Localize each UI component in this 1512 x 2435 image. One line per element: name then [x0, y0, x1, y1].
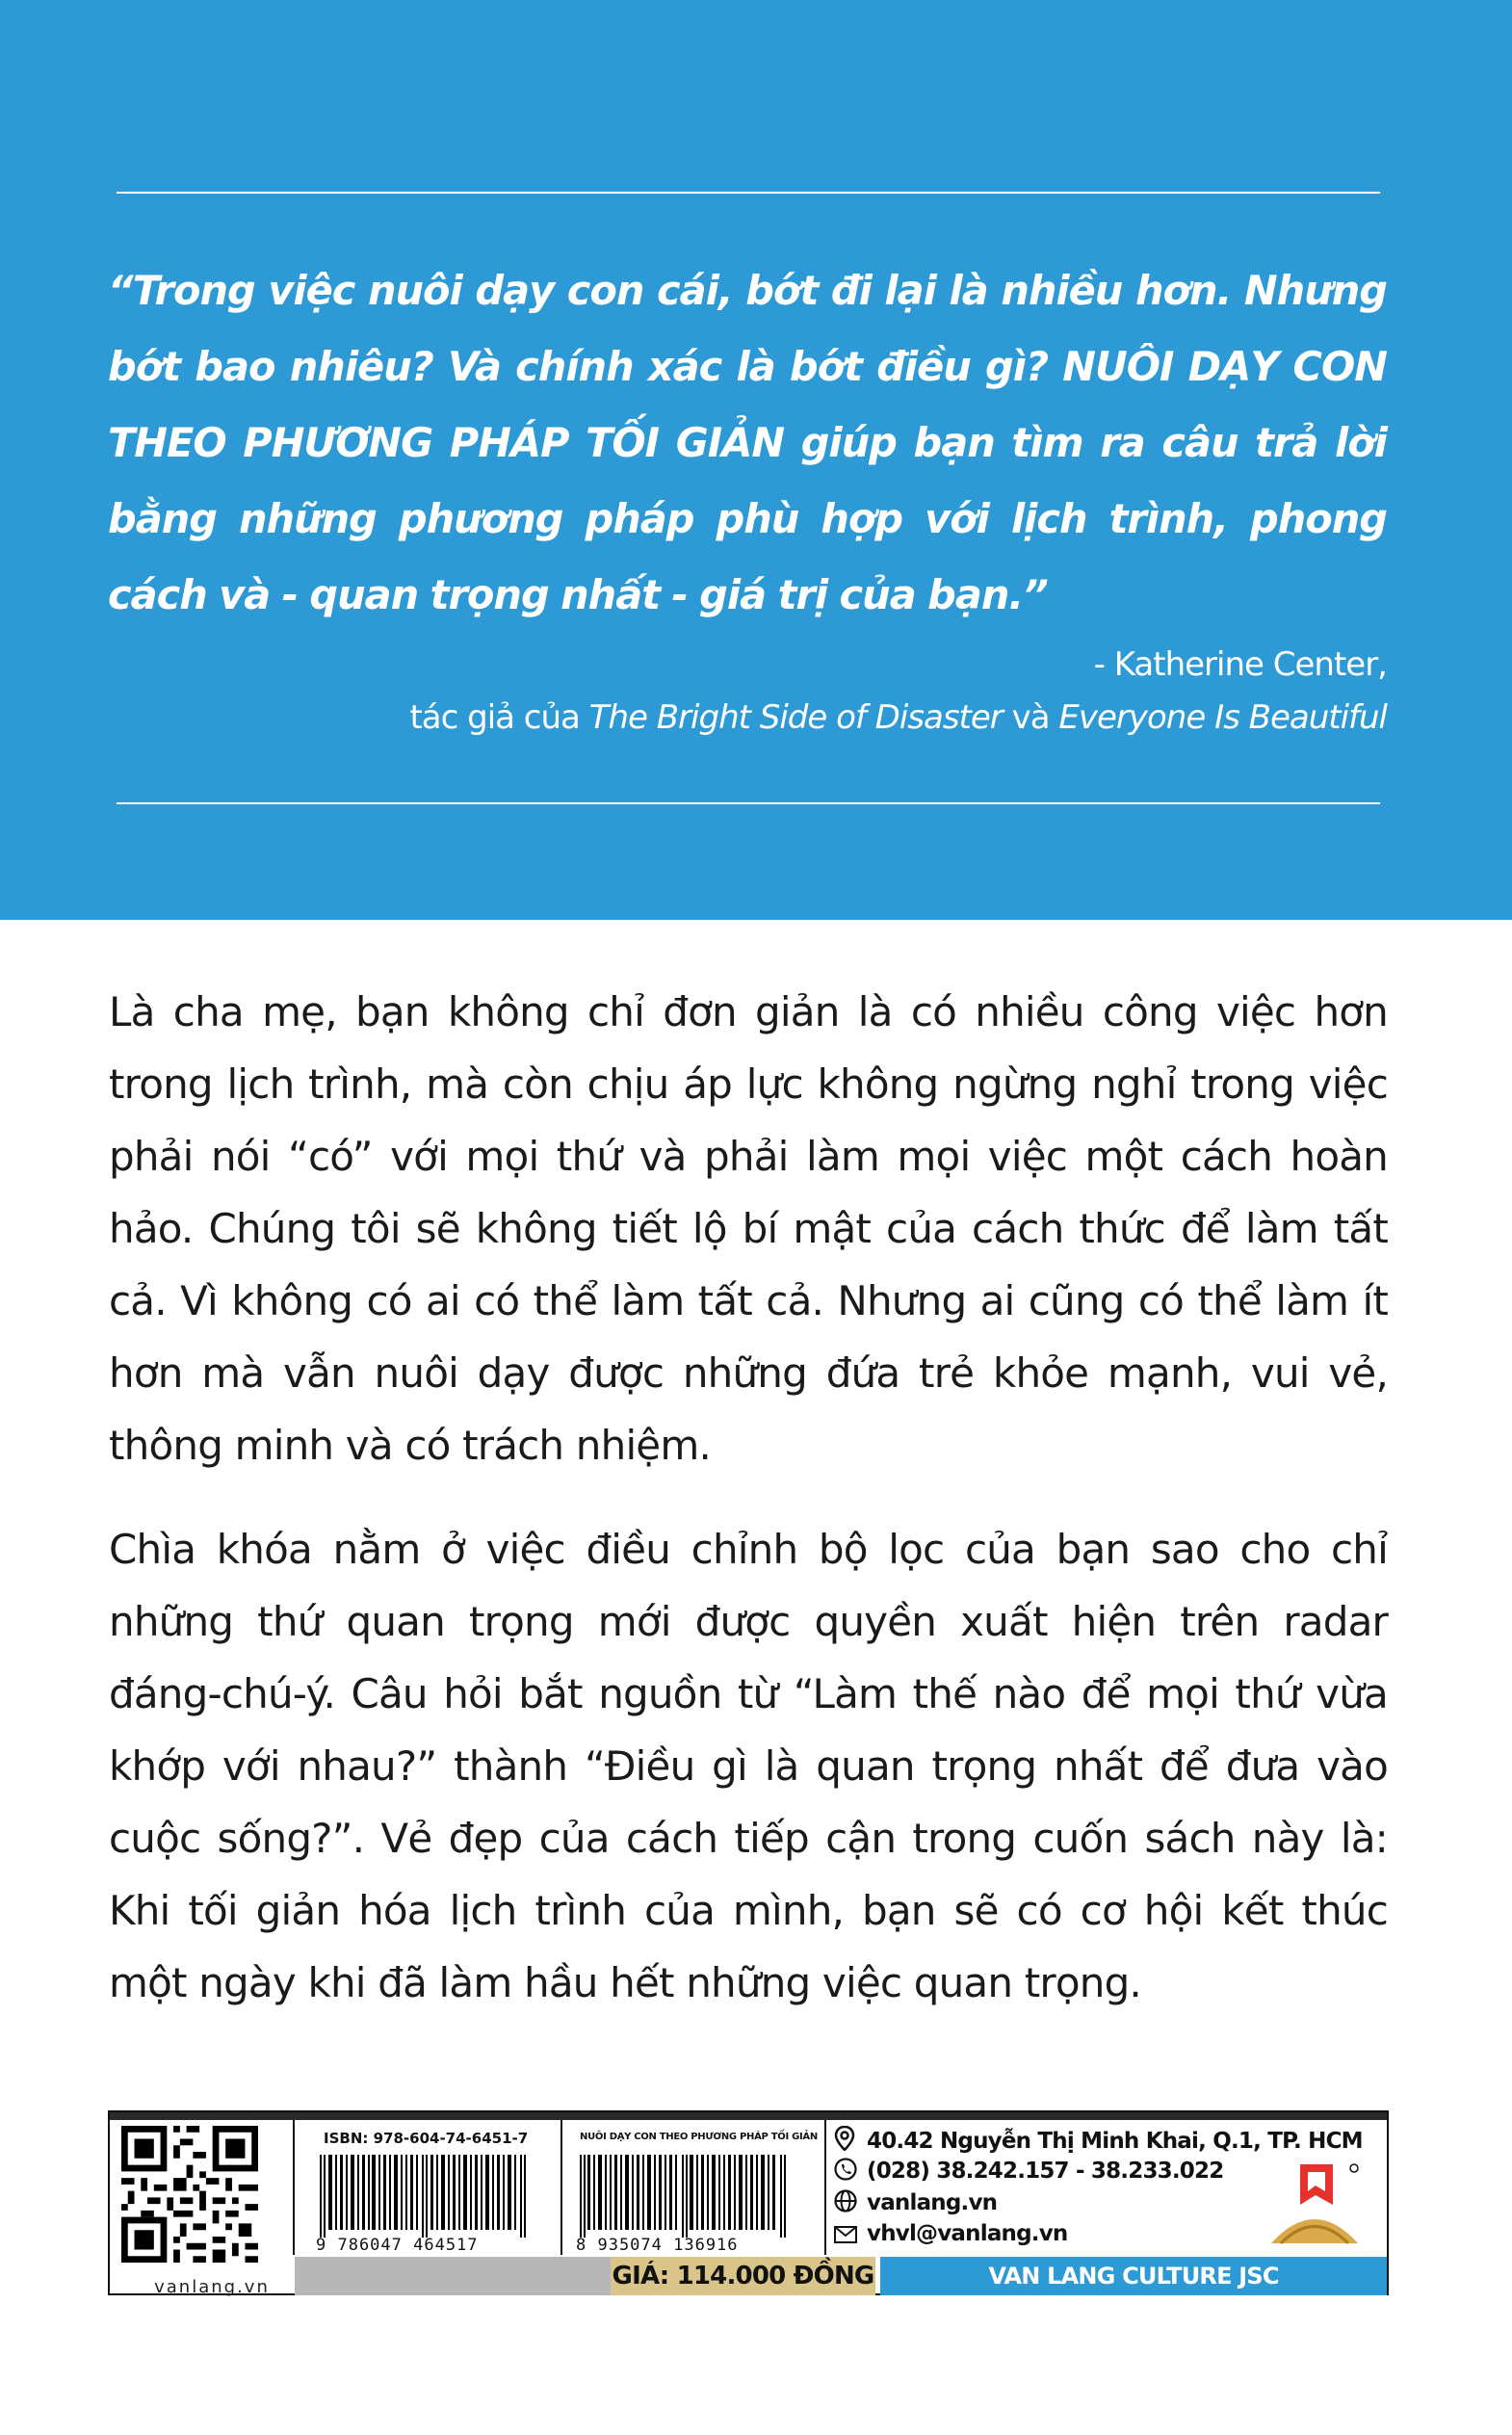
quote-author: - Katherine Center, — [1093, 645, 1387, 684]
qr-code — [117, 2126, 291, 2297]
quote-panel — [0, 0, 1512, 920]
book-title-small: NUÔI DẠY CON THEO PHƯƠNG PHÁP TỐI GIẢN — [580, 2132, 818, 2142]
price-label: GIÁ: 114.000 ĐỒNG — [612, 2262, 874, 2291]
publisher-footer — [108, 2110, 1389, 2295]
price-box — [611, 2257, 875, 2295]
location-pin-icon — [834, 2126, 861, 2157]
phone-row — [834, 2158, 1238, 2189]
address-text: 40.42 Nguyễn Thị Minh Khai, Q.1, TP. HCM — [867, 2129, 1363, 2154]
product-digits: 8 935074 136916 — [576, 2236, 739, 2255]
source-prefix: tác giả của — [409, 698, 589, 737]
footer-top-band — [110, 2112, 1387, 2120]
blurb-paragraph-2: Chìa khóa nằm ở việc điều chỉnh bộ lọc của bạn sao cho chỉ những thứ quan trọng mới được quyền xuất hiện trên radar đáng-chú-ý. Câu hỏi bắt nguồn từ “Làm thế nào để mọi thứ vừa khớp với nhau?” thành “Điều gì là quan trọng nhất để đưa vào cuộc sống?”. Vẻ đẹp của cách tiếp cận trong cuốn sách này là: Khi tối giản hóa lịch trình của mình, bạn sẽ có cơ hội kết thúc một ngày khi đã làm hầu hết những việc quan trọng. — [109, 1526, 1388, 2006]
publisher-contact — [834, 2126, 1363, 2253]
footer-divider — [560, 2120, 562, 2255]
publisher-logo — [1262, 2157, 1368, 2253]
quote-source — [327, 698, 1387, 737]
email-text[interactable]: vhvl@vanlang.vn — [867, 2221, 1068, 2246]
top-rule — [117, 192, 1380, 194]
footer-divider — [293, 2120, 295, 2255]
footer-divider — [824, 2120, 826, 2255]
product-barcode — [576, 2155, 807, 2238]
globe-icon — [834, 2189, 861, 2218]
book-title-2: Everyone Is Beautiful — [1058, 698, 1387, 737]
address-row — [834, 2126, 1363, 2158]
phone-text: (028) 38.242.157 - 38.233.022 — [867, 2159, 1224, 2184]
book-title-1: The Bright Side of Disaster — [588, 698, 1003, 737]
isbn-digits: 9 786047 464517 — [316, 2236, 479, 2255]
source-join: và — [1002, 698, 1059, 737]
website-text[interactable]: vanlang.vn — [867, 2190, 998, 2215]
bottom-rule — [117, 802, 1380, 804]
website-row — [834, 2189, 1238, 2221]
phone-icon — [834, 2158, 861, 2186]
isbn-label: ISBN: 978-604-74-6451-7 — [324, 2130, 529, 2147]
footer-grey-bar — [295, 2257, 613, 2295]
mail-icon — [834, 2224, 861, 2249]
isbn-barcode — [316, 2155, 547, 2238]
endorsement-quote: “Trong việc nuôi dạy con cái, bớt đi lại là nhiều hơn. Nhưng bớt bao nhiêu? Và chính xác là bớt điều gì? NUÔI DẠY CON THEO PHƯƠNG PHÁP TỐI GIẢN giúp bạn tìm ra câu trả lời bằng những phương pháp phù hợp với lịch trình, phong cách và - quan trọng nhất - giá trị của bạn.” — [108, 267, 1387, 618]
qr-caption: vanlang.vn — [154, 2277, 270, 2297]
blurb-paragraph-1: Là cha mẹ, bạn không chỉ đơn giản là có nhiều công việc hơn trong lịch trình, mà còn chịu áp lực không ngừng nghỉ trong việc phải nói “có” với mọi thứ và phải làm mọi việc một cách hoàn hảo. Chúng tôi sẽ không tiết lộ bí mật của cách thức để làm tất cả. Vì không có ai có thể làm tất cả. Nhưng ai cũng có thể làm ít hơn mà vẫn nuôi dạy được những đứa trẻ khỏe mạnh, vui vẻ, thông minh và có trách nhiệm. — [109, 988, 1388, 1469]
brand-bar — [880, 2257, 1387, 2295]
email-row — [834, 2221, 1238, 2253]
brand-name: VAN LANG CULTURE JSC — [988, 2263, 1279, 2290]
